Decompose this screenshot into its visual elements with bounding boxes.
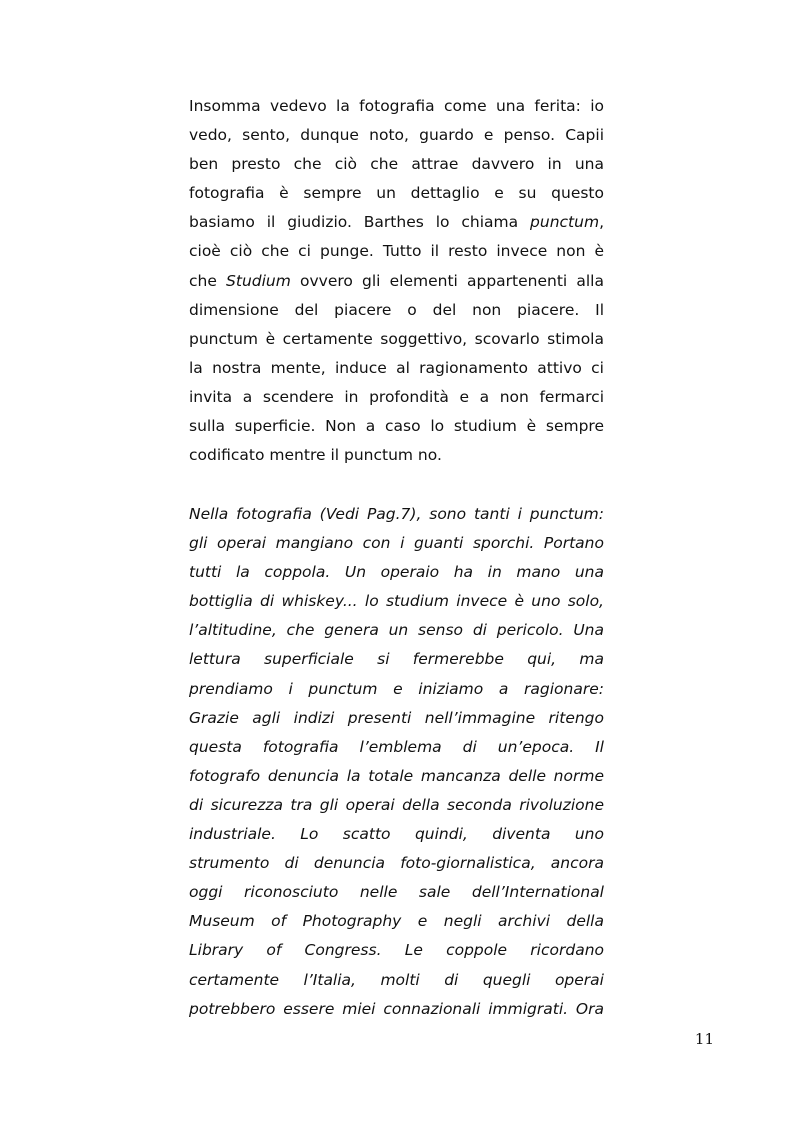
paragraph-2-line: prendiamo i punctum e iniziamo a ragionare: xyxy=(189,679,604,698)
paragraph-2-line: questa fotografia l’emblema di un’epoca. Il xyxy=(189,737,604,756)
paragraph-1-line: Insomma vedevo la fotografia come una ferita: io xyxy=(189,97,604,115)
paragraph-1-line: codificato mentre il punctum no. xyxy=(189,446,442,465)
paragraph-2-line: oggi riconosciuto nelle sale dell’International xyxy=(189,883,604,902)
paragraph-2-line: l’altitudine, che genera un senso di pericolo. Una xyxy=(189,621,604,640)
paragraph-1-line: fotografia è sempre un dettaglio e su questo xyxy=(189,184,604,203)
paragraph-1-line: sulla superficie. Non a caso lo studium è sempre xyxy=(189,417,604,436)
paragraph-2 xyxy=(189,500,604,1024)
paragraph-1 xyxy=(189,92,604,470)
italic-term-punctum: punctum xyxy=(530,213,600,232)
page-number: 11 xyxy=(694,1030,714,1048)
paragraph-1-line: cioè ciò che ci punge. Tutto il resto invece non è xyxy=(189,242,604,261)
paragraph-2-line: industriale. Lo scatto quindi, diventa uno xyxy=(189,825,604,844)
paragraph-1-line: la nostra mente, induce al ragionamento attivo ci xyxy=(189,358,604,377)
paragraph-2-line: di sicurezza tra gli operai della seconda rivoluzione xyxy=(189,795,604,814)
paragraph-1-line-text: che xyxy=(189,271,217,290)
paragraph-2-line: lettura superficiale si fermerebbe qui, ma xyxy=(189,650,604,669)
paragraph-2-line: tutti la coppola. Un operaio ha in mano una xyxy=(189,563,604,582)
paragraph-1-line: dimensione del piacere o del non piacere. Il xyxy=(189,300,604,319)
paragraph-1-line: invita a scendere in profondità e a non fermarci xyxy=(189,387,604,406)
italic-term-studium: Studium xyxy=(226,271,291,290)
paragraph-2-line: Library of Congress. Le coppole ricordano xyxy=(189,941,604,960)
paragraph-1-line-text: basiamo il giudizio. Barthes lo chiama xyxy=(189,213,519,232)
paragraph-1-line-mixed xyxy=(189,208,604,237)
paragraph-1-line: punctum è certamente soggettivo, scovarlo stimola xyxy=(189,329,604,348)
paragraph-2-line: potrebbero essere miei connazionali immigrati. Ora xyxy=(189,999,604,1018)
paragraph-1-line-mixed xyxy=(189,267,604,296)
paragraph-2-line: Museum of Photography e negli archivi della xyxy=(189,912,604,931)
paragraph-1-line-text: ovvero gli elementi appartenenti alla xyxy=(290,271,604,290)
paragraph-1-line: ben presto che ciò che attrae davvero in una xyxy=(189,155,604,174)
paragraph-2-line: Nella fotografia (Vedi Pag.7), sono tanti i punctum: xyxy=(189,505,604,523)
paragraph-2-line: fotografo denuncia la totale mancanza delle norme xyxy=(189,766,604,785)
paragraph-2-line: strumento di denuncia foto-giornalistica, ancora xyxy=(189,854,604,873)
paragraph-2-line: bottiglia di whiskey... lo studium invece è uno solo, xyxy=(189,592,604,611)
paragraph-2-line: Grazie agli indizi presenti nell’immagine ritengo xyxy=(189,708,604,727)
paragraph-2-line: certamente l’Italia, molti di quegli operai xyxy=(189,970,604,989)
paragraph-2-line: gli operai mangiano con i guanti sporchi. Portano xyxy=(189,534,604,553)
punctuation: , xyxy=(599,213,604,232)
paragraph-1-line: vedo, sento, dunque noto, guardo e penso. Capii xyxy=(189,126,604,145)
